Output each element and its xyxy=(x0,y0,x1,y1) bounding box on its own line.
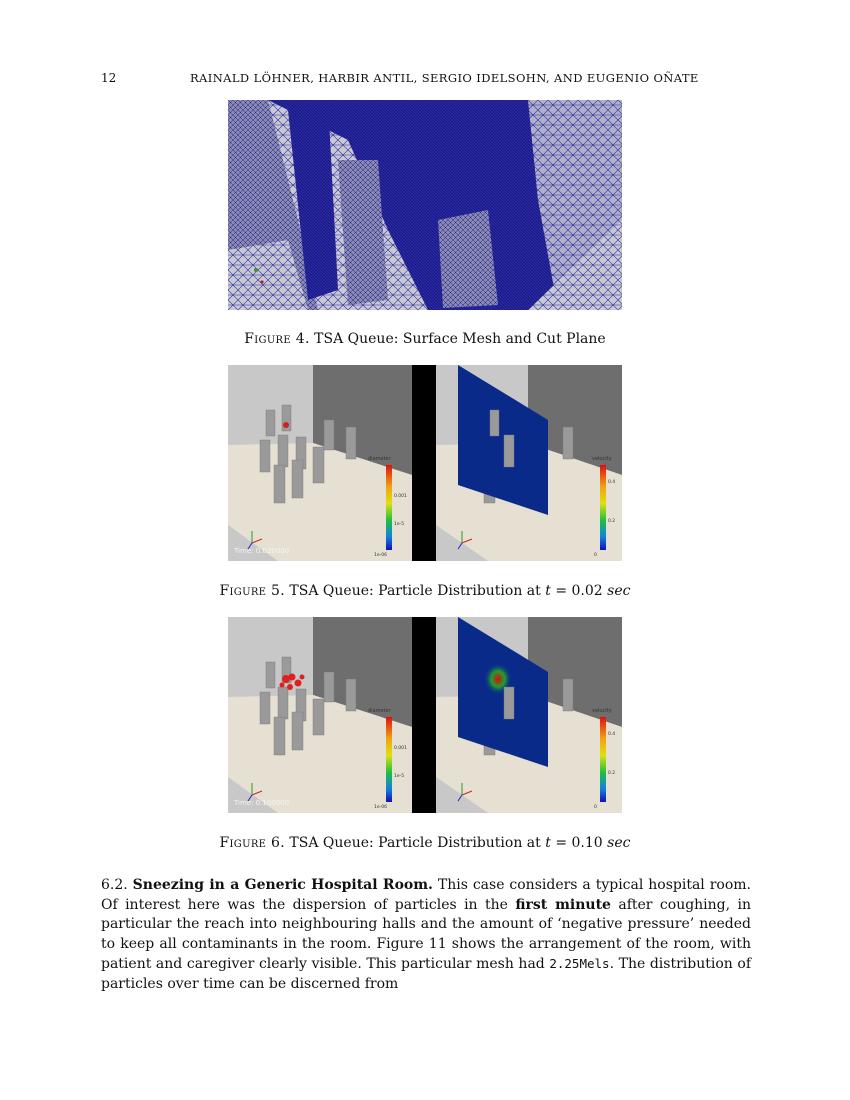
fig5-left-colorbar-title: diameter xyxy=(368,456,391,462)
figure-5-label: Figure 5. xyxy=(219,583,285,599)
running-head: RAINALD LÖHNER, HARBIR ANTIL, SERGIO IDELSOHN, AND EUGENIO OÑATE xyxy=(190,71,699,85)
fig5-left-low: 1e-5 xyxy=(394,522,405,527)
fig5-time-label: Time: 0.020000 xyxy=(234,547,290,555)
figure-5-text: TSA Queue: Particle Distribution at xyxy=(289,583,546,599)
figure-6-eq: = 0.10 xyxy=(550,835,608,851)
figure-6-math: t xyxy=(545,835,551,851)
fig5-right-mid: 0.2 xyxy=(608,519,616,524)
fig5-left-mid: 0.001 xyxy=(394,494,407,499)
figure-6-image xyxy=(228,617,622,813)
figure-5-unit: sec xyxy=(607,583,631,599)
figure-5-image xyxy=(228,365,622,561)
figure-4-label: Figure 4. xyxy=(244,331,310,347)
fig6-right-bottom: 0 xyxy=(594,805,597,810)
fig6-time-label: Time: 0.100000 xyxy=(234,799,290,807)
figure-4-caption xyxy=(0,331,850,347)
figure-4-text: TSA Queue: Surface Mesh and Cut Plane xyxy=(314,331,606,347)
fig6-left-bottom: 1e-06 xyxy=(374,805,387,810)
figure-5-caption xyxy=(0,583,850,599)
fig6-right-top: 0.4 xyxy=(608,732,616,737)
figure-6-text: TSA Queue: Particle Distribution at xyxy=(289,835,546,851)
mesh-size: 2.25Mels xyxy=(549,956,610,972)
fig6-right-mid: 0.2 xyxy=(608,771,616,776)
figure-5-math: t xyxy=(545,583,551,599)
fig5-right-colorbar-title: velocity xyxy=(592,456,612,462)
section-6-2-paragraph xyxy=(101,876,751,995)
fig6-left-low: 1e-5 xyxy=(394,774,405,779)
figure-5-eq: = 0.02 xyxy=(550,583,608,599)
figure-6-label: Figure 6. xyxy=(219,835,285,851)
paragraph-part-3: . The distribution of particles over time can be discerned from xyxy=(101,956,751,992)
fig6-left-colorbar-title: diameter xyxy=(368,708,391,714)
figure-6-caption xyxy=(0,835,850,851)
fig6-left-mid: 0.001 xyxy=(394,746,407,751)
paragraph-part-1: This case considers a typical hospital room. Of interest here was the dispersion of particles in the xyxy=(101,877,751,913)
page-number: 12 xyxy=(101,71,117,85)
section-number: 6.2. xyxy=(101,877,128,893)
emphasis-first-minute: first minute xyxy=(515,896,611,913)
fig5-left-bottom: 1e-06 xyxy=(374,553,387,558)
fig5-right-bottom: 0 xyxy=(594,553,597,558)
figure-6-unit: sec xyxy=(607,835,631,851)
fig5-right-top: 0.4 xyxy=(608,480,616,485)
section-title: Sneezing in a Generic Hospital Room. xyxy=(132,877,433,893)
paragraph-part-2: after coughing, in particular the reach into neighbouring halls and the amount of ‘negative pressure’ needed to keep all contaminants in the room. Figure 11 shows the arrangement of the room, with patient and caregiver clearly visible. This particular mesh had xyxy=(101,896,752,973)
fig6-right-colorbar-title: velocity xyxy=(592,708,612,714)
figure-4-mesh-image xyxy=(228,100,622,310)
